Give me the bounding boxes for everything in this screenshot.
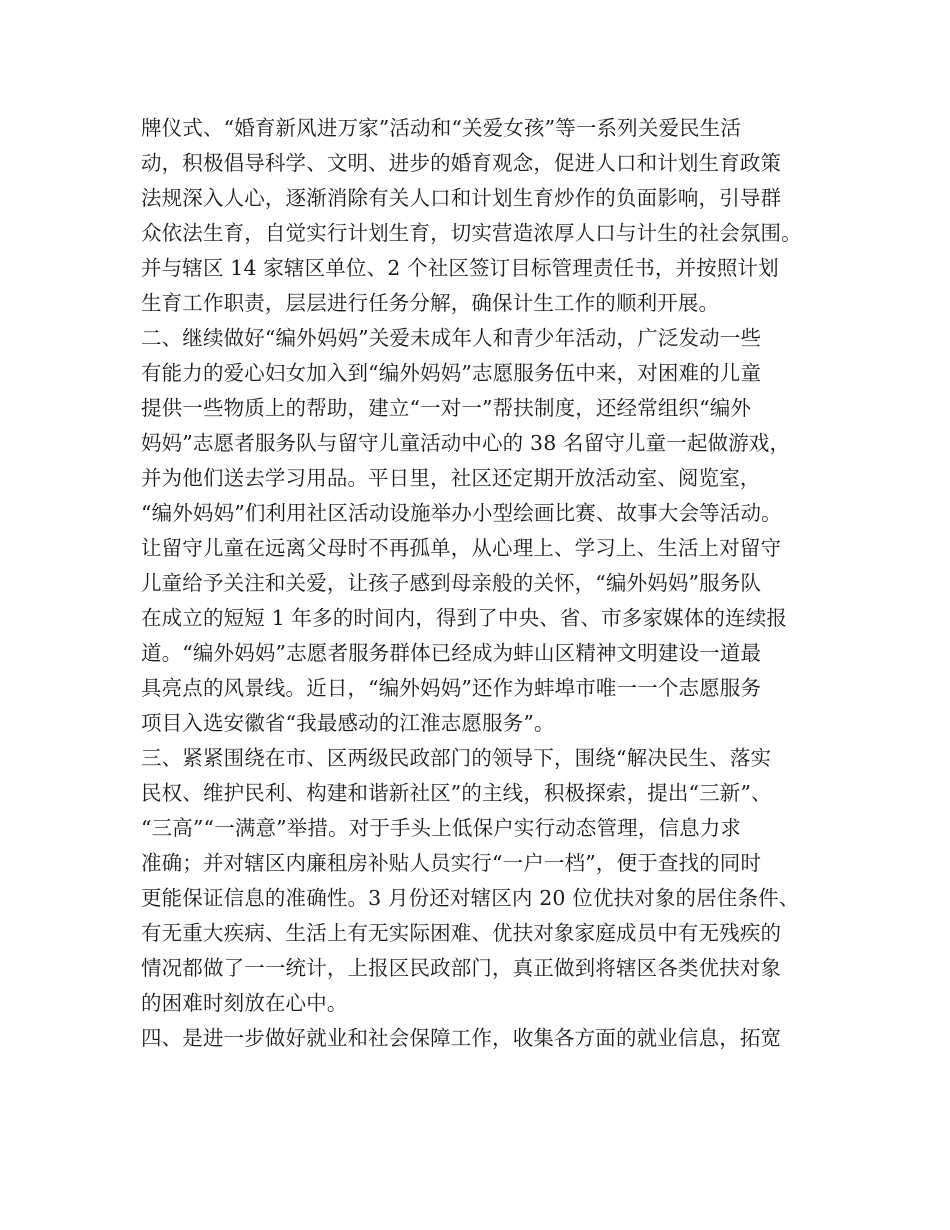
text-line: 准确；并对辖区内廉租房补贴人员实行“一户一档”，便于查找的同时: [141, 851, 762, 875]
text-line: 具亮点的风景线。近日，“编外妈妈”还作为蚌埠市唯一一个志愿服务: [141, 676, 762, 700]
text-line: 提供一些物质上的帮助，建立“一对一”帮扶制度，还经常组织“编外: [141, 396, 752, 420]
text-line: 有无重大疾病、生活上有无实际困难、优扶对象家庭成员中有无残疾的: [141, 921, 782, 945]
text-line: 在成立的短短 1 年多的时间内，得到了中央、省、市多家媒体的连续报: [141, 606, 788, 630]
text-line: 妈妈”志愿者服务队与留守儿童活动中心的 38 名留守儿童一起做游戏，: [141, 431, 791, 455]
text-line: 生育工作职责，层层进行任务分解，确保计生工作的顺利开展。: [141, 291, 720, 315]
text-line: 情况都做了一一统计，上报区民政部门，真正做到将辖区各类优扶对象: [141, 956, 782, 980]
text-line: 更能保证信息的准确性。3 月份还对辖区内 20 位优扶对象的居住条件、: [141, 886, 800, 910]
text-line: 法规深入人心，逐渐消除有关人口和计划生育炒作的负面影响，引导群: [141, 186, 782, 210]
text-line: 并与辖区 14 家辖区单位、2 个社区签订目标管理责任书，并按照计划: [141, 256, 779, 280]
text-line: 牌仪式、“婚育新风进万家”活动和“关爱女孩”等一系列关爱民生活: [141, 116, 742, 140]
text-line: 二、继续做好“编外妈妈”关爱未成年人和青少年活动，广泛发动一些: [141, 326, 762, 350]
text-line: “编外妈妈”们利用社区活动设施举办小型绘画比赛、故事大会等活动。: [141, 501, 782, 525]
document-body: [141, 111, 841, 1056]
text-line: 动，积极倡导科学、文明、进步的婚育观念，促进人口和计划生育政策: [141, 151, 782, 175]
text-line: 有能力的爱心妇女加入到“编外妈妈”志愿服务伍中来，对困难的儿童: [141, 361, 762, 385]
text-line: 民权、维护民利、构建和谐新社区”的主线，积极探索，提出“三新”、: [141, 781, 772, 805]
text-line: 并为他们送去学习用品。平日里，社区还定期开放活动室、阅览室，: [141, 466, 761, 490]
text-line: 四、是进一步做好就业和社会保障工作，收集各方面的就业信息，拓宽: [141, 1026, 782, 1050]
text-line: 项目入选安徽省“我最感动的江淮志愿服务”。: [141, 711, 555, 735]
text-line: 儿童给予关注和关爱，让孩子感到母亲般的关怀，“编外妈妈”服务队: [141, 571, 762, 595]
text-line: “三高”“一满意”举措。对于手头上低保户实行动态管理，信息力求: [141, 816, 742, 840]
text-line: 道。“编外妈妈”志愿者服务群体已经成为蚌山区精神文明建设一道最: [141, 641, 762, 665]
text-line: 的困难时刻放在心中。: [141, 991, 348, 1015]
text-line: 众依法生育，自觉实行计划生育，切实营造浓厚人口与计生的社会氛围。: [141, 221, 802, 245]
text-line: 让留守儿童在远离父母时不再孤单，从心理上、学习上、生活上对留守: [141, 536, 782, 560]
text-line: 三、紧紧围绕在市、区两级民政部门的领导下，围绕“解决民生、落实: [141, 746, 772, 770]
